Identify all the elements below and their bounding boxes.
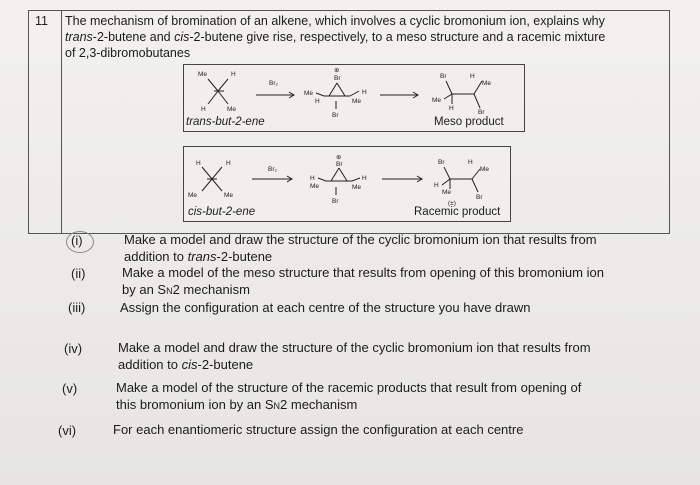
racemic-me-left: Me (442, 189, 452, 196)
meso-me-left: Me (432, 97, 442, 104)
item-iv-line1: Make a model and draw the structure of the cyclic bromonium ion that results from (118, 340, 591, 355)
item-v-sn-sub: N (273, 401, 281, 411)
item-iv-line2-pre: addition to (118, 357, 182, 372)
intro-cis: cis (174, 30, 190, 44)
racemic-h-left: H (434, 182, 439, 189)
meso-me-top: Me (482, 80, 492, 87)
cis-bromide: Br (332, 198, 339, 205)
item-iv-line2 (118, 356, 668, 373)
item-ii-sn-sub: N (166, 286, 173, 296)
item-iii-line1: Assign the configuration at each centre of the structure you have drawn (120, 300, 531, 315)
item-iv-line2-em: cis (181, 357, 198, 372)
cis-bromonium-me-left: Me (310, 183, 320, 190)
item-ii-line2-pre: by an S (122, 282, 167, 297)
racemic-h-top: H (468, 159, 473, 166)
question-intro (65, 13, 665, 61)
item-vi-line1: For each enantiomeric structure assign the configuration at each centre (113, 422, 524, 437)
intro-line-3: of 2,3-dibromobutanes (65, 46, 191, 60)
trans-bromonium-me-left: Me (304, 90, 314, 97)
item-i-line2-post: -2-butene (216, 249, 273, 264)
cis-me-bottom-right: Me (224, 192, 234, 199)
item-text-iv (118, 339, 668, 373)
cis-bromonium-h-right: H (362, 175, 367, 182)
cis-bromonium-me-right: Me (352, 184, 362, 191)
trans-start-label: trans-but-2-ene (186, 116, 265, 128)
trans-h-top: H (231, 71, 236, 78)
racemic-me-top: Me (480, 166, 490, 173)
item-v-line1: Make a model of the structure of the racemic products that result from opening of (116, 380, 582, 395)
meso-h-top: H (470, 73, 475, 80)
item-v-line2-post: 2 mechanism (280, 397, 358, 412)
trans-bromonium-h-right: H (362, 89, 367, 96)
cis-me-bottom-left: Me (188, 192, 198, 199)
question-number-column (29, 11, 62, 233)
intro-line-1: The mechanism of bromination of an alkene, which involves a cyclic bromonium ion, explains why (65, 14, 605, 28)
trans-bromonium-me-right: Me (352, 98, 362, 105)
cis-h-top-right: H (226, 160, 231, 167)
item-number-ii: (ii) (71, 266, 86, 281)
trans-h-bottom: H (201, 106, 206, 113)
item-number-v: (v) (62, 381, 78, 396)
item-v-line2-pre: this bromonium ion by an S (116, 397, 274, 412)
item-text-vi (113, 421, 663, 438)
racemic-product-label: Racemic product (414, 206, 501, 218)
item-i-line2 (124, 248, 674, 265)
item-text-i (124, 231, 674, 265)
meso-br-top: Br (440, 73, 447, 80)
item-i-line2-em: trans (187, 249, 217, 264)
racemic-br-bottom: Br (476, 194, 483, 201)
intro-end: -2-butene give rise, respectively, to a meso structure and a racemic mixture (189, 30, 606, 44)
question-number: 11 (35, 14, 48, 28)
racemic-mark: (±) (448, 200, 456, 207)
trans-bromide: Br (332, 112, 339, 119)
item-i-line2-pre: addition to (124, 249, 188, 264)
trans-bromonium-h-left: H (315, 98, 320, 105)
intro-mid: -2-butene and (92, 30, 175, 44)
item-text-v (116, 379, 666, 415)
item-v-line2 (116, 396, 666, 415)
cis-bromonium-h-left: H (310, 175, 315, 182)
item-number-i: (i) (71, 233, 83, 248)
meso-br-bottom: Br (478, 109, 485, 116)
cis-reagent: Br₂ (268, 166, 278, 173)
cis-bromonium-charge: ⊕ (336, 154, 342, 161)
reaction-scheme-cis (183, 146, 511, 222)
item-number-vi: (vi) (58, 423, 77, 438)
reaction-scheme-trans (183, 64, 525, 132)
cis-h-top-left: H (196, 160, 201, 167)
item-text-ii (122, 264, 672, 300)
item-text-iii (120, 299, 670, 316)
intro-line-2 (65, 29, 665, 45)
item-number-iii: (iii) (68, 300, 86, 315)
cis-start-label: cis-but-2-ene (188, 206, 256, 218)
meso-product-label: Meso product (434, 116, 504, 128)
item-ii-line2-post: 2 mechanism (172, 282, 250, 297)
trans-me-top: Me (198, 71, 208, 78)
meso-h-bottom: H (449, 105, 454, 112)
item-i-line1: Make a model and draw the structure of the cyclic bromonium ion that results from (124, 232, 597, 247)
trans-me-bottom: Me (227, 106, 237, 113)
trans-bromonium-br: Br (334, 75, 341, 82)
item-ii-line1: Make a model of the meso structure that results from opening of this bromonium ion (122, 265, 604, 280)
trans-bromonium-charge: ⊕ (334, 67, 340, 74)
trans-reagent: Br₂ (269, 80, 279, 87)
item-iv-line2-post: -2-butene (197, 357, 254, 372)
racemic-br-top: Br (438, 159, 445, 166)
intro-trans: trans (65, 30, 93, 44)
cis-bromonium-br: Br (336, 161, 343, 168)
item-number-iv: (iv) (64, 341, 83, 356)
item-ii-line2 (122, 281, 672, 300)
